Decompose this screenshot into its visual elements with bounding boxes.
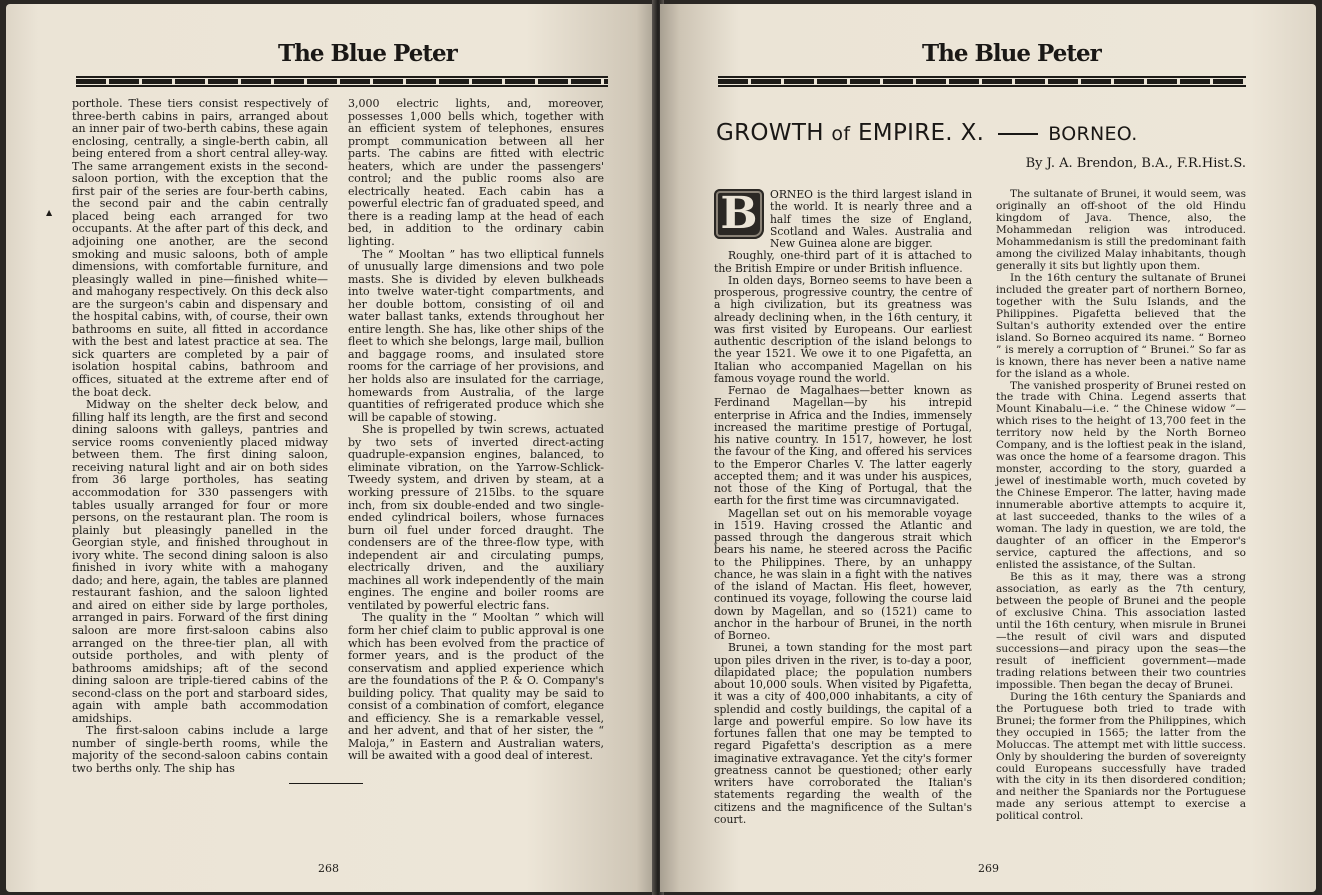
- paragraph: In the 16th century the sultanate of Brunei included the greater part of northern Borneo, together with the Sulu Islands, and the Philippines. Pigafetta believed that the Sultan's authority extended over the entire island. So Borneo acquired its name. “ Borneo ” is merely a corruption of “ Brunei.” So far as is known, there has never been a native name for the island as a whole.: [996, 271, 1246, 380]
- lead-paragraph: [714, 189, 972, 250]
- decorative-rule-left: [76, 76, 608, 87]
- paragraph: Magellan set out on his memorable voyage in 1519. Having crossed the Atlantic and passed through the dangerous strait which bears his name, he steered across the Pacific to the Philippines. There, by an unhappy chance, he was slain in a fight with the natives of the island of Mactan. His fleet, however, continued its voyage, following the course laid down by Magellan, and so (1521) came to anchor in the harbour of Brunei, in the north of Borneo.: [714, 506, 972, 642]
- right-column-1: [714, 189, 972, 826]
- drop-cap: B: [714, 189, 764, 239]
- left-page: [6, 4, 656, 892]
- masthead-left: The Blue Peter: [278, 40, 457, 67]
- paragraph: Be this as it may, there was a strong association, as early as the 7th century, between the people of Brunei and the people of exclusive China. This association lasted until the 16th century, when misrule in Brunei—the result of civil wars and disputed successions—and piracy upon the seas—the result of inefficient government—made trading relations between their two countries impossible. Then began the decay of Brunei.: [996, 571, 1246, 691]
- paragraph: The sultanate of Brunei, it would seem, was originally an off-shoot of the old Hindu kingdom of Java. Thence, also, the Mohammedan religion was introduced. Mohammedanism is still the predominant faith among the civilized Malay inhabitants, though generally it sits but lightly upon them.: [996, 188, 1246, 272]
- lead-text: ORNEO is the third largest island in the world. It is nearly three and a half times the size of England, Scotland and Wales. Australia and New Guinea alone are bigger.: [770, 188, 972, 250]
- paragraph: The first-saloon cabins include a large number of single-berth rooms, while the majority of the second-saloon cabins contain two berths only. The ship has: [72, 724, 328, 775]
- byline: By J. A. Brendon, B.A., F.R.Hist.S.: [1025, 156, 1246, 171]
- article-headline: [716, 120, 1246, 146]
- left-column-2: [348, 98, 604, 763]
- paragraph: Roughly, one-third part of it is attached to the British Empire or under British influence.: [714, 249, 972, 275]
- left-column-1: [72, 98, 328, 776]
- page-number-right: 269: [978, 862, 999, 875]
- paragraph: The “ Mooltan ” has two elliptical funnels of unusually large dimensions and two pole masts. She is divided by eleven bulkheads into twelve water-tight compartments, and her double bottom, consisting of oil and water ballast tanks, extends throughout her entire length. She has, like other ships of the fleet to which she belongs, large mail, bullion and baggage rooms, and insulated store rooms for the carriage of her provisions, and her holds also are insulated for the carriage, homewards from Australia, of the large quantities of refrigerated produce which she will be capable of stowing.: [348, 247, 604, 424]
- headline-word: BORNEO.: [1048, 123, 1138, 145]
- headline-word: GROWTH: [716, 120, 824, 146]
- paragraph: In olden days, Borneo seems to have been a prosperous, progressive country, the centre of a high civilization, but its greatness was already declining when, in the 16th century, it was first visited by Europeans. Our earliest authentic description of the island belongs to the year 1521. We owe it to one Pigafetta, an Italian who accompanied Magellan on his famous voyage round the world.: [714, 273, 972, 385]
- paragraph: porthole. These tiers consist respectively of three-berth cabins in pairs, arranged about an inner pair of two-berth cabins, these again enclosing, centrally, a single-berth cabin, all being entered from a short central alley-way. The same arrangement exists in the second-saloon portion, with the exception that the first pair of the series are four-berth cabins, the second pair and the cabin centrally placed being each arranged for two occupants. At the after part of this deck, and adjoining one another, are the second smoking and music saloons, both of ample dimensions, with comfortable furniture, and pleasingly walled in pine—finished white—and mahogany respectively. On this deck also are the surgeon's cabin and dispensary and the hospital cabins, with, of course, their own bathrooms en suite, all fitted in accordance with the best and latest practice at sea. The sick quarters are completed by a pair of isolation hospital cabins, bathroom and offices, situated at the extreme after end of the boat deck.: [72, 97, 328, 399]
- masthead-right: The Blue Peter: [922, 40, 1101, 67]
- paragraph: Brunei, a town standing for the most part upon piles driven in the river, is to-day a poor, dilapidated place; the population numbers about 10,000 souls. When visited by Pigafetta, it was a city of 400,000 inhabitants, a city of splendid and costly buildings, the capital of a large and powerful empire. So low have its fortunes fallen that one may be tempted to regard Pigafetta's description as a mere imaginative extravagance. Yet the city's former greatness cannot be questioned; other early writers have corroborated the Italian's statements regarding the wealth of the citizens and the magnificence of the Sultan's court.: [714, 641, 972, 826]
- headline-word: of: [831, 123, 851, 145]
- decorative-rule-right: [718, 76, 1246, 87]
- paragraph: 3,000 electric lights, and, moreover, possesses 1,000 bells which, together with an efficient system of telephones, ensures prompt communication between all her parts. The cabins are fitted with electric heaters, which are under the passengers' control; and the public rooms also are electrically heated. Each cabin has a powerful electric fan of graduated speed, and there is a reading lamp at the head of each bed, in addition to the ordinary cabin lighting.: [348, 97, 604, 249]
- paragraph: She is propelled by twin screws, actuated by two sets of inverted direct-acting quadruple-expansion engines, balanced, to eliminate vibration, on the Yarrow-Schlick-Tweedy system, and driven by steam, at a working pressure of 215lbs. to the square inch, from six double-ended and two single-ended cylindrical boilers, whose furnaces burn oil fuel under forced draught. The condensers are of the three-flow type, with independent air and circulating pumps, electrically driven, and the auxiliary machines all work independently of the main engines. The engine and boiler rooms are ventilated by powerful electric fans.: [348, 423, 604, 612]
- right-column-2: [996, 189, 1246, 823]
- end-rule: [289, 783, 363, 784]
- paragraph: Fernao de Magalhaes—better known as Ferdinand Magellan—by his intrepid enterprise in Africa and the Indies, immensely increased the maritime prestige of Portugal, his native country. In 1517, however, he lost the favour of the King, and offered his services to the Emperor Charles V. The latter eagerly accepted them; and it was under his auspices, not those of the King of Portugal, that the earth for the first time was circumnavigated.: [714, 384, 972, 508]
- paragraph: During the 16th century the Spaniards and the Portuguese both tried to trade with Brunei; the former from the Philippines, which they occupied in 1565; the latter from the Moluccas. The attempt met with little success. Only by shouldering the burden of sovereignty could Europeans successfully have traded with the city in its then disordered condition; and neither the Spaniards nor the Portuguese made any serious attempt to exercise a political control.: [996, 690, 1246, 823]
- headline-dash: [998, 133, 1038, 135]
- headline-word: EMPIRE.: [857, 120, 953, 146]
- headline-word: X.: [960, 120, 985, 146]
- margin-mark-icon: ▲: [46, 208, 53, 217]
- paragraph: The quality in the “ Mooltan ” which will form her chief claim to public approval is one which has been evolved from the practice of former years, and is the product of the conservatism and applied experience which are the foundations of the P. & O. Company's building policy. That quality may be said to consist of a combination of comfort, elegance and efficiency. She is a remarkable vessel, and her advent, and that of her sister, the “ Maloja,” in Eastern and Australian waters, will be awaited with a good deal of interest.: [348, 611, 604, 763]
- right-page: [660, 4, 1316, 892]
- paragraph: Midway on the shelter deck below, and filling half its length, are the first and second dining saloons with galleys, pantries and service rooms conveniently placed midway between them. The first dining saloon, receiving natural light and air on both sides from 36 large portholes, has seating accommodation for 330 passengers with tables usually arranged for four or more persons, on the restaurant plan. The room is plainly but pleasingly panelled in the Georgian style, and finished throughout in ivory white. The second dining saloon is also finished in ivory white with a mahogany dado; and here, again, the tables are planned restaurant fashion, and the saloon lighted and aired on either side by large portholes, arranged in pairs. Forward of the first dining saloon are more first-saloon cabins also arranged on the three-tier plan, all with outside portholes, and with plenty of bathrooms amidships; aft of the second dining saloon are triple-tiered cabins of the second-class on the port and starboard sides, again with ample bath accommodation amidships.: [72, 398, 328, 725]
- page-number-left: 268: [318, 862, 339, 875]
- paragraph: The vanished prosperity of Brunei rested on the trade with China. Legend asserts that Mount Kinabalu—i.e. “ the Chinese widow ”—which rises to the height of 13,700 feet in the territory now held by the North Borneo Company, and is the loftiest peak in the island, was once the home of a fearsome dragon. This monster, according to the story, guarded a jewel of inestimable worth, much coveted by the Chinese Emperor. The latter, having made innumerable abortive attempts to acquire it, at last succeeded, thanks to the wiles of a woman. The lady in question, we are told, the daughter of an officer in the Emperor's service, captured the affections, and so enlisted the assistance, of the Sultan.: [996, 379, 1246, 572]
